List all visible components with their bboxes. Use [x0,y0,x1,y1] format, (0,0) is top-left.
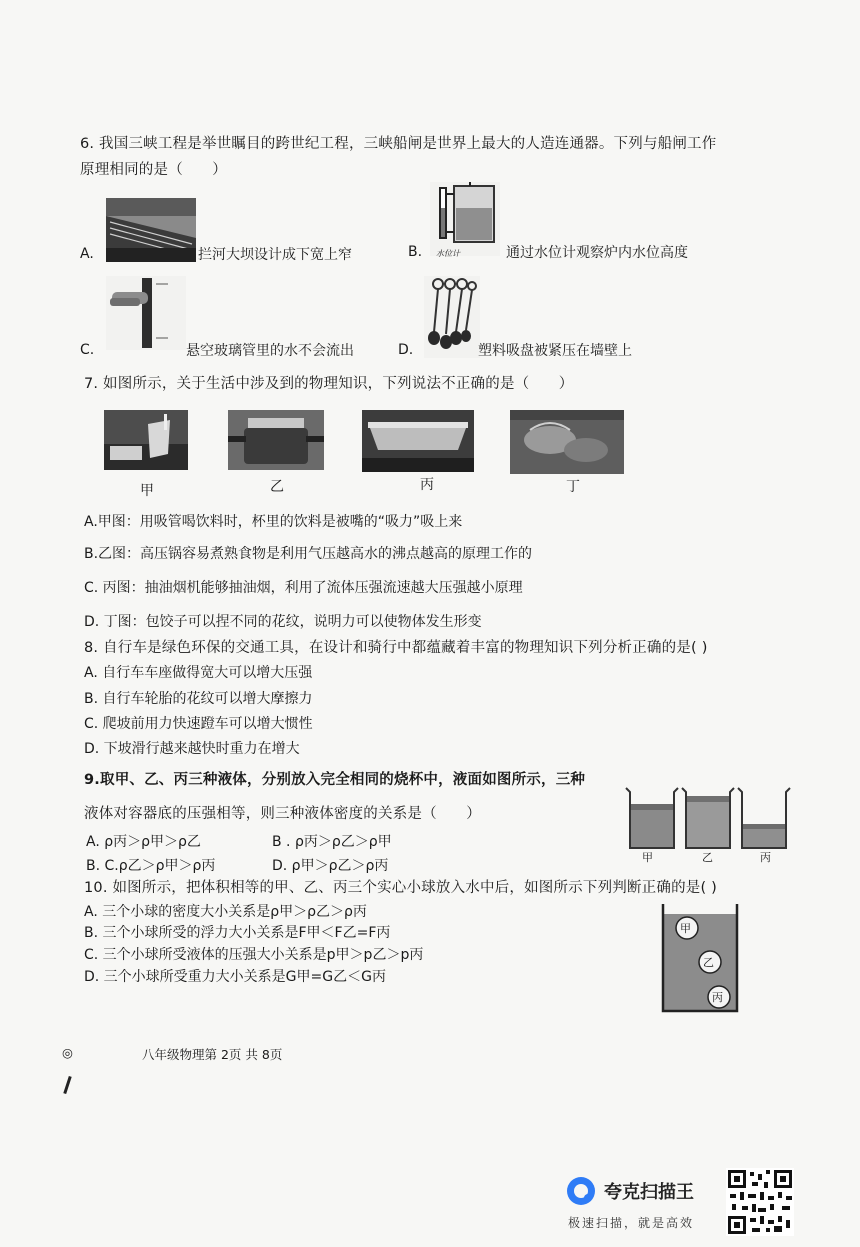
footer-page-number: 八年级物理第 2页 共 8页 [142,1047,283,1062]
q7-option-c: C. 丙图：抽油烟机能够抽油烟，利用了流体压强流速越大压强越小原理 [84,580,523,596]
q7-caption-yi: 乙 [270,479,284,495]
q6-option-a-letter: A. [80,246,94,262]
q9-option-d: D. ρ甲＞ρ乙＞ρ丙 [272,858,389,874]
scanner-brand: 夸克扫描王 [604,1182,694,1203]
q7-option-a: A.甲图：用吸管喝饮料时，杯里的饮料是被嘴的“吸力”吸上来 [84,514,463,530]
q6-option-c-text: 悬空玻璃管里的水不会流出 [186,343,354,359]
q8-option-d: D. 下坡滑行越来越快时重力在增大 [84,741,300,757]
q6-option-a-text: 拦河大坝设计成下宽上窄 [198,247,352,263]
q10-option-a: A. 三个小球的密度大小关系是ρ甲＞ρ乙＞ρ丙 [84,904,367,920]
q6-option-d-letter: D. [398,342,414,358]
q7-photo-bing [362,410,474,472]
q7-caption-jia: 甲 [140,483,154,499]
q7-option-d: D. 丁图：包饺子可以捏不同的花纹，说明力可以使物体发生形变 [84,614,482,630]
q7-caption-ding: 丁 [566,479,580,495]
q9-option-b: B . ρ丙＞ρ乙＞ρ甲 [272,834,392,850]
q10-option-c: C. 三个小球所受液体的压强大小关系是p甲＞p乙＞p丙 [84,947,424,963]
q6-option-d-text: 塑料吸盘被紧压在墙壁上 [478,343,632,359]
q6-option-c-letter: C. [80,342,95,358]
q10-stem: 10. 如图所示，把体积相等的甲、乙、丙三个实心小球放入水中后，如图所示下列判断正确的是( ) [84,880,717,896]
q7-photo-yi [228,410,324,470]
water-gauge-label: 水位计 [436,249,460,258]
q8-stem: 8. 自行车是绿色环保的交通工具，在设计和骑行中都蕴藏着丰富的物理知识下列分析正确的是( ) [84,640,708,656]
q10-option-b: B. 三个小球所受的浮力大小关系是F甲＜F乙=F丙 [84,925,391,941]
q7-photo-jia [104,410,188,470]
glass-tube-photo [106,276,186,350]
beakers-diagram [620,782,802,854]
qr-code [726,1168,794,1236]
q7-stem: 7. 如图所示，关于生活中涉及到的物理知识，下列说法不正确的是（ ） [84,376,574,392]
ball-container-diagram [660,902,740,1014]
ball-label-yi: 乙 [703,956,714,969]
q9-option-c: B. C.ρ乙＞ρ甲＞ρ丙 [86,858,216,874]
q7-option-b: B.乙图：高压锅容易煮熟食物是利用气压越高水的沸点越高的原理工作的 [84,546,533,562]
ball-label-bing: 丙 [712,991,723,1004]
beaker-label-bing: 丙 [760,851,771,864]
q8-option-c: C. 爬坡前用力快速蹬车可以增大惯性 [84,716,313,732]
q10-option-d: D. 三个小球所受重力大小关系是G甲=G乙＜G丙 [84,969,386,985]
q6-stem-line2: 原理相同的是（ ） [80,162,227,178]
q7-photo-ding [510,410,624,474]
beaker-label-yi: 乙 [702,851,713,864]
q9-option-a: A. ρ丙＞ρ甲＞ρ乙 [86,834,201,850]
q8-option-b: B. 自行车轮胎的花纹可以增大摩擦力 [84,691,313,707]
q7-caption-bing: 丙 [420,477,434,493]
beaker-label-jia: 甲 [642,851,653,864]
q8-option-a: A. 自行车车座做得宽大可以增大压强 [84,665,313,681]
pen-mark [63,1076,71,1094]
footer-mark: ◎ [62,1045,73,1060]
q6-stem-line1: 6. 我国三峡工程是举世瞩目的跨世纪工程，三峡船闸是世界上最大的人造连通器。下列与船闸工作 [80,136,717,152]
q9-stem-line2: 液体对容器底的压强相等，则三种液体密度的关系是（ ） [84,806,481,822]
dam-photo [106,198,196,262]
ball-label-jia: 甲 [680,922,691,935]
q6-option-b-letter: B. [408,244,423,260]
water-gauge-diagram [430,182,500,256]
scanner-slogan: 极速扫描，就是高效 [568,1216,695,1230]
suction-cup-photo [424,276,480,358]
q9-stem-line1: 9.取甲、乙、丙三种液体，分别放入完全相同的烧杯中，液面如图所示，三种 [84,772,586,788]
scanner-logo-icon [566,1176,596,1206]
q6-option-b-text: 通过水位计观察炉内水位高度 [506,245,688,261]
